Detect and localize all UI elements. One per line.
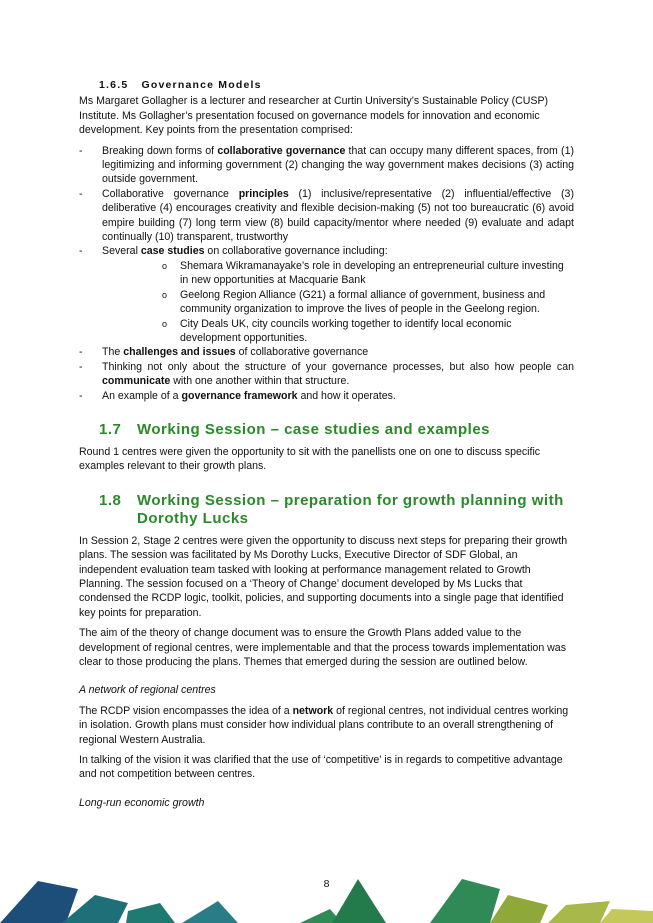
footer-shape-green-2 [332,879,386,923]
footer-shape-olive [490,895,548,923]
list-item [79,244,574,345]
bold-text: communicate [102,375,171,388]
section-title: Working Session – preparation for growth planning with Dorothy Lucks [137,491,564,527]
page-number: 8 [323,878,330,890]
case-studies-sublist [102,259,574,345]
list-item [79,187,574,245]
list-item [79,144,574,187]
bold-text: challenges and issues [123,346,236,359]
bold-text: principles [238,187,289,200]
network-paragraph [79,704,574,747]
italic-heading-long-run-growth: Long-run economic growth [79,796,205,809]
text: Several [102,245,141,258]
subsection-number: 1.6.5 [99,79,129,91]
list-item [79,360,574,389]
section-number: 1.7 [99,420,122,438]
footer-shape-teal-2 [126,903,175,923]
italic-heading-network: A network of regional centres [79,684,216,697]
bold-text: case studies [140,245,205,258]
footer-shape-lime-2 [600,909,653,923]
footer-shape-green-3 [430,879,500,923]
growth-planning-paragraph-2: The aim of the theory of change document was to ensure the Growth Plans added value to the development of regional centres, were implementable and that the process towards implementation was clear to those producing the plans. Themes that emerged during the session are outlined below. [79,627,566,668]
text: Thinking not only about the structure of your governance processes, but also how people can [102,360,574,373]
section-heading-growth-planning [99,492,574,528]
text: and how it operates. [297,389,396,402]
growth-planning-paragraph-1: In Session 2, Stage 2 centres were given the opportunity to discuss next steps for preparing their growth plans. The session was facilitated by Ms Dorothy Lucks, Executive Director of SDF Global, an independent evaluation team tasked with looking at performance management related to Growth Planning. The session focused on a ‘Theory of Change’ document developed by Ms Lucks that condensed the RCDP logic, toolkit, policies, and supporting documents into a single page that identified key points for preparation. [79,534,568,619]
section-title: Working Session – case studies and examples [137,420,491,438]
sub-list-item: o Geelong Region Alliance (G21) a formal alliance of government, business and community organization to improve the lives of people in the Geelong region. [157,288,574,317]
subsection-title: Governance Models [141,79,262,91]
bold-text: governance framework [181,389,298,402]
competitive-paragraph: In talking of the vision it was clarified that the use of ‘competitive’ is in regards to competitive advantage and not competition between centres. [79,754,563,781]
text: of collaborative governance [235,346,369,359]
subsection-heading-governance-models [99,78,574,92]
text: with one another within that structure. [170,375,350,388]
governance-intro-paragraph: Ms Margaret Gollagher is a lecturer and researcher at Curtin University’s Sustainable Policy (CUSP) Institute. Ms Gollagher’s presentation focused on governance models for innovation and economic development. Key points from the presentation comprised: [79,95,549,137]
section-number: 1.8 [99,491,122,509]
text: The [102,346,124,359]
text: (1) inclusive/representative (2) influential/effective (3) deliberative (4) encourages creativity and flexible decision-making (5) not too bureaucratic (6) avoid empire building (7) long term view (8) build capacity/mentor where needed (9) evaluate and adapt continually (10) transparent, trustworthy [102,187,574,244]
sub-list-item: o City Deals UK, city councils working together to identify local economic development opportunities. [157,317,574,346]
sub-list-item: o Shemara Wikramanayake’s role in developing an entrepreneurial culture investing in new opportunities at Macquarie Bank [157,259,574,288]
text: of regional centres, not individual centres working in isolation. Growth plans must consider how individual plans contribute to an overall strengthening of regional Western Australia. [79,704,569,746]
list-item [79,345,574,359]
footer-shape-lime [548,901,610,923]
page-content [79,78,574,816]
text: Breaking down forms of [102,144,218,157]
case-studies-paragraph: Round 1 centres were given the opportunity to sit with the panellists one on one to discuss specific examples relevant to their growth plans. [79,445,541,473]
decorative-footer-shapes [0,875,653,923]
text: that can occupy many different spaces, from (1) legitimizing and informing government (2) changing the way government makes decisions (3) acting outside government. [102,144,574,186]
bold-text: network [292,704,334,717]
footer-shape-blue [0,881,78,923]
bold-text: collaborative governance [217,144,346,157]
text: The RCDP vision encompasses the idea of a [79,704,293,717]
text: Collaborative governance [102,187,239,200]
text: on collaborative governance including: [204,245,388,258]
footer-shape-teal-3 [182,901,238,923]
key-points-list [79,144,574,403]
text: An example of a [102,389,182,402]
section-heading-working-session-case-studies [99,421,574,439]
list-item [79,389,574,403]
